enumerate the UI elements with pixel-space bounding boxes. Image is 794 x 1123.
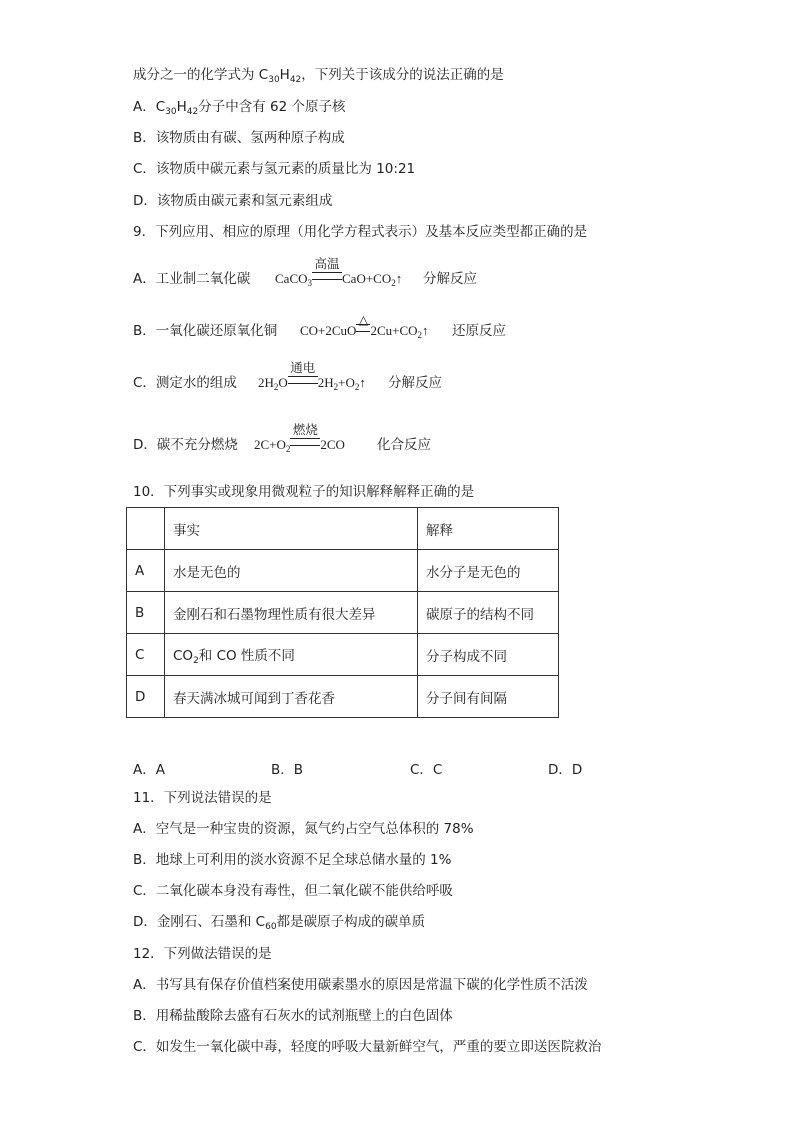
row-fact: 水是无色的 <box>165 550 418 592</box>
q11-option-b: B．地球上可利用的淡水资源不足全球总储水量的 1% <box>133 852 452 868</box>
table-row <box>127 634 559 676</box>
q11-stem: 11．下列说法错误的是 <box>133 790 272 806</box>
q8-option-c: C．该物质中碳元素与氢元素的质量比为 10:21 <box>133 161 416 177</box>
table-header-row <box>127 508 559 550</box>
q10-option-c: C．C <box>410 762 443 778</box>
q9-option-c-equation: $2H_2O$ 通电 $2H_2+O_2↑$ <box>258 360 366 392</box>
row-fact: 金刚石和石墨物理性质有很大差异 <box>165 592 418 634</box>
q8-option-d: D．该物质由碳元素和氢元素组成 <box>133 193 333 209</box>
q11-option-a: A．空气是一种宝贵的资源，氮气约占空气总体积的 78% <box>133 821 474 837</box>
row-key: C <box>127 634 165 676</box>
row-explain: 分子构成不同 <box>418 634 559 676</box>
q10-stem: 10．下列事实或现象用微观粒子的知识解释解释正确的是 <box>133 484 475 500</box>
q10-option-d: D．D <box>548 762 583 778</box>
table-row <box>127 676 559 718</box>
q8-option-b: B．该物质由有碳、氢两种原子构成 <box>133 130 345 146</box>
table-header-cell <box>127 508 165 550</box>
q9-stem: 9．下列应用、相应的原理（用化学方程式表示）及基本反应类型都正确的是 <box>133 224 588 240</box>
q12-option-c: C．如发生一氧化碳中毒，轻度的呼吸大量新鲜空气，严重的要立即送医院救治 <box>133 1039 602 1055</box>
q8-stem: 成分之一的化学式为 $C_{30}H_{42}$，下列关于该成分的说法正确的是 <box>133 67 504 85</box>
q12-option-a: A．书写具有保存价值档案使用碳素墨水的原因是常温下碳的化学性质不活泼 <box>133 977 588 993</box>
row-key: A <box>127 550 165 592</box>
q9-option-a-label: A．工业制二氧化碳 <box>133 271 251 287</box>
q12-stem: 12．下列做法错误的是 <box>133 946 272 962</box>
table-header-cell: 解释 <box>418 508 559 550</box>
q9-option-b-label: B．一氧化碳还原氧化铜 <box>133 323 278 339</box>
row-fact: $CO_2$和 CO 性质不同 <box>165 634 418 676</box>
table-header-cell: 事实 <box>165 508 418 550</box>
row-explain: 碳原子的结构不同 <box>418 592 559 634</box>
row-key: D <box>127 676 165 718</box>
table-row <box>127 592 559 634</box>
q9-option-a-equation: CaCO$_3$ 高温 $CaO+CO_2↑$ <box>275 256 403 288</box>
q9-option-b-type: 还原反应 <box>452 323 506 339</box>
table-row <box>127 550 559 592</box>
q12-option-b: B．用稀盐酸除去盛有石灰水的试剂瓶壁上的白色固体 <box>133 1008 453 1024</box>
row-fact: 春天满冰城可闻到丁香花香 <box>165 676 418 718</box>
row-explain: 分子间有间隔 <box>418 676 559 718</box>
q10-option-b: B．B <box>271 762 304 778</box>
row-explain: 水分子是无色的 <box>418 550 559 592</box>
q10-option-a: A．A <box>133 762 165 778</box>
q9-option-d-label: D．碳不充分燃烧 <box>133 437 238 453</box>
q11-option-c: C．二氧化碳本身没有毒性，但二氧化碳不能供给呼吸 <box>133 883 453 899</box>
q9-option-c-label: C．测定水的组成 <box>133 375 237 391</box>
row-key: B <box>127 592 165 634</box>
q9-option-b-equation: CO+2CuO △ $2Cu+CO_2↑$ <box>300 312 429 340</box>
q8-option-a: A．$C_{30}H_{42}$分子中含有 62 个原子核 <box>133 99 346 117</box>
q9-option-a-type: 分解反应 <box>423 271 477 287</box>
q10-table <box>126 507 559 718</box>
q11-option-d: D．金刚石、石墨和 $C_{60}$都是碳原子构成的碳单质 <box>133 914 426 932</box>
q9-option-c-type: 分解反应 <box>388 375 442 391</box>
q9-option-d-equation: $2C+O_2$ 燃烧 2CO <box>254 422 345 454</box>
q9-option-d-type: 化合反应 <box>377 437 431 453</box>
